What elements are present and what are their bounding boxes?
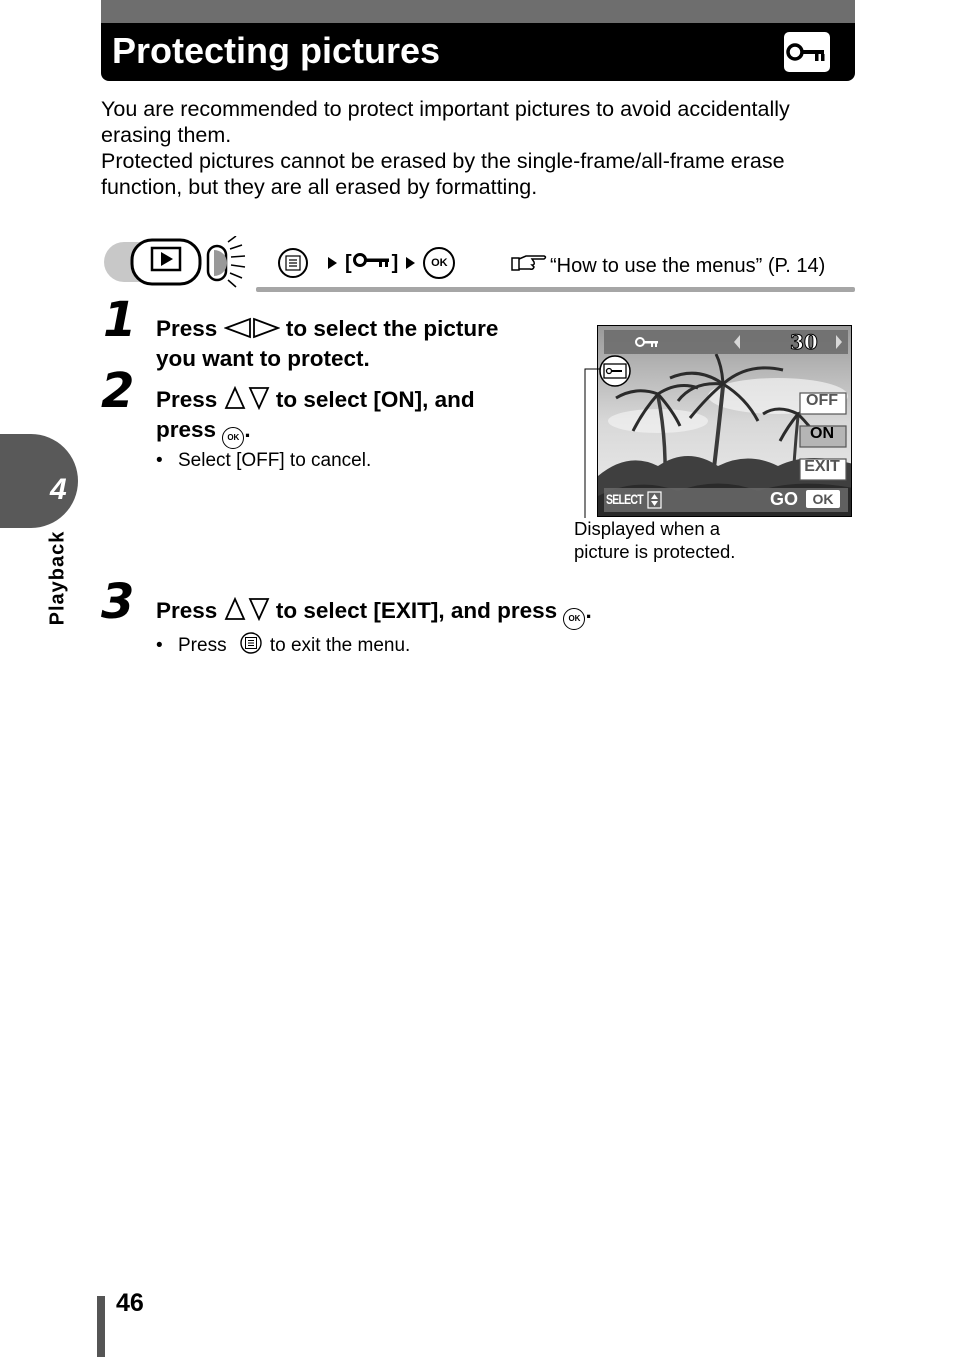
step-1-press: Press [156,316,218,341]
go-label: GO [770,489,799,509]
step-3-bullet-press: Press [178,635,227,656]
option-exit: EXIT [804,458,840,475]
step-2-bullet-text: Select [OFF] to cancel. [178,450,372,471]
step-3-bullet: • Press to exit the menu. [156,632,410,661]
step-3-press: Press [156,598,218,623]
step-3-number: 3 [101,574,135,630]
menu-bracket-open: [ [345,251,352,274]
step-1-text [156,315,498,372]
caption-line-2: picture is protected. [574,541,736,562]
step-3-bullet-text: to exit the menu. [269,635,411,656]
step-1-number: 1 [103,292,137,348]
caption-line-1: Displayed when a [574,518,721,539]
step-2-line2-press: press [156,417,217,442]
menu-path-underline [256,287,855,292]
step-3-period: . [585,598,592,623]
select-label: SELECT [606,491,643,507]
step-1-line1-post: to select the picture [285,316,499,341]
up-down-arrows-icon [224,386,270,416]
page-title: Protecting pictures [112,30,441,71]
ok-button-icon: OK [423,247,455,279]
arrow-right-icon [328,257,337,269]
reference-text: “How to use the menus” (P. 14) [550,254,826,277]
arrow-right-icon [406,257,415,269]
menu-reference [510,252,825,280]
step-2-period: . [244,417,251,442]
chapter-label: Playback [46,530,69,626]
up-down-arrows-icon [224,597,270,627]
ok-badge: OK [806,490,840,508]
step-2-press: Press [156,387,218,412]
playback-button-icon [104,236,246,290]
step-3-post: to select [EXIT], and press [275,598,558,623]
menu-button-icon [240,632,262,661]
protect-key-icon [352,250,392,276]
protect-key-icon [784,32,830,72]
intro-text [101,96,861,200]
frame-number: 30 [790,330,818,354]
page-number: 46 [116,1289,144,1317]
pointing-hand-icon [510,252,548,280]
step-2-bullet: • Select [OFF] to cancel. [156,450,372,471]
step-3-text [156,597,592,630]
step-1-line2: you want to protect. [156,346,370,371]
title-top-band [101,0,855,23]
ok-button-icon: OK [563,608,585,630]
menu-path [278,246,455,280]
chapter-number: 4 [50,473,67,506]
menu-button-icon [278,248,308,278]
screen-caption [574,517,735,563]
left-right-arrows-icon [224,317,280,345]
page-number-bar [97,1296,105,1357]
option-on: ON [810,425,834,442]
menu-bracket-close: ] [391,251,399,274]
intro-paragraph-2: Protected pictures cannot be erased by the single-frame/all-frame erase function, but they are all erased by formatting. [101,149,785,199]
step-2-line1-post: to select [ON], and [275,387,475,412]
step-2-text [156,386,475,449]
intro-paragraph-1: You are recommended to protect important pictures to avoid accidentally erasing them. [101,97,790,147]
ok-button-icon: OK [222,427,244,449]
step-2-number: 2 [101,363,135,419]
option-off: OFF [806,392,838,409]
callout-line [580,360,610,520]
